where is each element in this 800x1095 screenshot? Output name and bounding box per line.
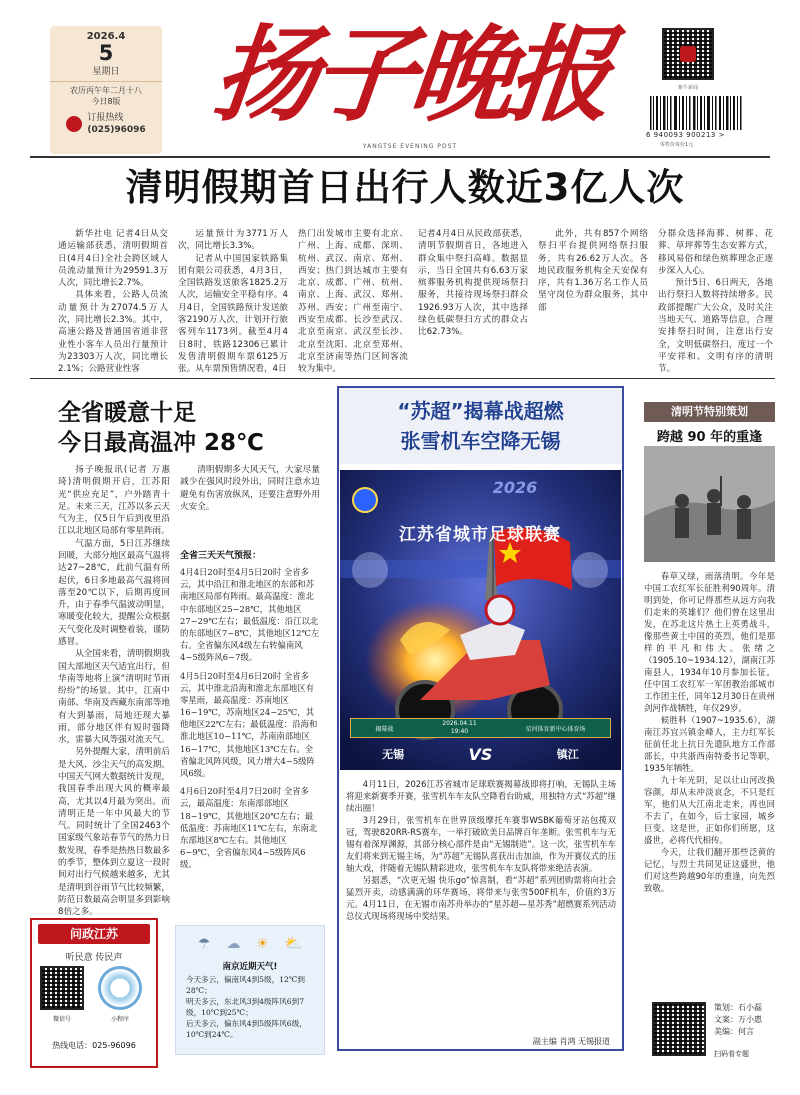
- special-para: 今天，让我们翻开那些泛黄的记忆，与烈士共同见证这盛世，他们对这些跨越90年的重逢，向先烈致敬。: [644, 847, 775, 894]
- lead-para: 新华社电 记者4日从交通运输部获悉，清明假期首日(4月4日)全社会跨区域人员流动量预计为29591.3万人次，同比增长2.7%。: [58, 229, 168, 289]
- suchao-para: 另据悉，“次更无锡 快乐go”惊喜制，看“苏超”系列团购票将向社会猛烈开卖，动感满满的环华赛场，将带来与张雪500F机车，价值约3万元。4月11日，在无锡市南苏舟举办的“星苏超—星苏秀”超燃赛系列活动总仪式现场将现场中奖结果。: [346, 875, 616, 922]
- top-qr-caption: 紫牛新闻: [677, 85, 698, 91]
- warm-column-2-top: [180, 464, 320, 542]
- lead-column-6: [658, 228, 773, 375]
- wenzheng-hotline: 热线电话：025-96096: [52, 1041, 136, 1050]
- hotline-block: [50, 112, 162, 136]
- sun-icon: ☀: [256, 936, 269, 952]
- barcode-icon: [648, 96, 748, 130]
- lead-column-1: [58, 228, 168, 375]
- lead-column-4: [418, 228, 528, 370]
- team-vs: VS: [468, 744, 493, 764]
- suchao-title-line-1: “苏超”揭幕战超燃: [397, 399, 564, 423]
- lead-column-2: [178, 228, 288, 375]
- warm-title-line-2: 今日最高温冲 28℃: [58, 430, 264, 456]
- special-para: 候胜科（1907~1935.6），湖南江苏宜兴镇金峰人，主力红军长征前任北上抗日先遣队地方工作部部长，中共浙西南特委书记等职，1935年牺牲。: [644, 715, 775, 774]
- barcode-sub: 零售价每份1元: [660, 142, 694, 148]
- cloud-sun-icon: ⛅: [284, 936, 303, 952]
- lead-para: 记者4月4日从民政部获悉，清明节假期首日，各地进入群众集中祭扫高峰。数据显示，当日全国共有6.63万家殡葬服务机构提供现场祭扫服务，共接待现场祭扫群众1926.93万人次，其中选择绿色低碳祭扫方式的群众占比62.73%。: [418, 229, 528, 338]
- lead-column-3: [298, 228, 408, 375]
- lead-para: 此外，共有857个网络祭扫平台提供网络祭扫服务，共有26.62万人次。各地民政服务机构全天安保有序，共有1.36万名工作人员坚守岗位为群众服务，其中部: [538, 229, 648, 313]
- team-away: 镇江: [556, 748, 579, 761]
- forecast-item: 4月5日20时至4月6日20时 全省多云，其中淮北沿海和淮北东部地区有零星雨，最高温度：苏南地区16~19℃，苏南地区24~25℃，其他地区22℃左右；最低温度：沿海和淮北地区10~11℃，苏南南部地区16~17℃，其他地区13℃左右。全省偏北风阵风级，风力增大4~5级阵风6级。: [180, 670, 318, 778]
- date-weekday: 星期日: [92, 67, 120, 77]
- weather-box-title: 南京近期天气!: [222, 962, 278, 972]
- section-divider: [30, 378, 775, 379]
- lead-column-5: [538, 228, 648, 370]
- date-box: [50, 26, 162, 154]
- special-body: [644, 570, 775, 1000]
- forecast-title: 全省三天天气预报：: [180, 551, 262, 561]
- weather-box-lines: [186, 974, 316, 1054]
- suchao-body: [346, 778, 616, 1034]
- credits-block: [714, 1002, 778, 1060]
- date-issue: 今日8版: [91, 97, 121, 106]
- match-date: 2026.04.11: [442, 720, 477, 727]
- warm-para: 另外提醒大家，清明前后是大风、沙尘天气的高发期。中国天气网大数据统计发现，我国春季出现大风的概率最高，尤其以4月最为突出。而清明正是一年中风最大的节气。同时统计了全国2463个国家级气象站春节气的热力日数发现，春季是热热日数最多的季节，整体到立夏这一段时间对出行气候越来越多，尤其是清明到谷雨节气比较频繁，防范日数最高会明显多到影响8倍之多。: [58, 747, 170, 918]
- credit-line: 策划：石小磊: [714, 1003, 762, 1012]
- cloud-icon: ☁: [226, 936, 241, 952]
- lead-para: 运量预计为3771万人次，同比增长3.3%。: [178, 229, 288, 252]
- suchao-title-line-2: 张雪机车空降无锡: [400, 429, 561, 453]
- hotline-logo-icon: [66, 116, 82, 132]
- poster-teams: [350, 742, 611, 766]
- hotline-number: (025)96096: [87, 125, 146, 135]
- weather-line: 今天多云，偏南风4到5级，12℃到28℃；: [186, 975, 305, 995]
- match-venue: 星河体育新中心体育场: [525, 725, 586, 733]
- weather-line: 后天多云，偏东风4到5级阵风6级，10℃到24℃。: [186, 1019, 307, 1039]
- wenzheng-qr2-label: 小程序: [110, 1016, 129, 1023]
- match-label: 揭幕战: [375, 725, 394, 733]
- special-para: 九十年光阴，足以让山河改换容颜，却从未冲淡哀念，不只是红军，他们从大江南北走来，再也回不去了，在如今，后士家园，城乡巨变。这是世，正如你们所愿，这盛世，必将代代相传。: [644, 775, 775, 846]
- forecast-item: 4月4日20时至4月5日20时 全省多云，其中沿江和淮北地区的东部和苏南地区局部有阵雨。最高温度：淮北中东部地区25~28℃，其他地区27~29℃左右；最低温度：沿江以北的东部地区7~8℃，其他地区12℃左右。全省偏东风4级左右转偏南风4~5级阵风6~7级。: [180, 567, 320, 663]
- date-lunar: 农历丙午年二月十八: [50, 81, 162, 96]
- credits-qr-caption: 扫码看专题: [714, 1050, 749, 1058]
- special-para: 春草又绿，雨落清明。今年是中国工农红军长征胜利90周年。清明到处，你可记得那些从远方向我们走来的英雄们？他们曾在这里出发，在苏北这片热土上英勇战斗，像那些黄土中国的英烈，他们是那样的平凡和伟大。张绪之（1905.10~1934.12），湖南江苏南县人，1934年10月参加长征，任中国工农红军一军团教治部城市工作团主任，同年12月30日在贵州剑河作战牺牲，年仅29岁。: [644, 571, 775, 714]
- wenzheng-wechat-qr-icon[interactable]: [40, 966, 84, 1010]
- date-day: 5: [98, 41, 114, 65]
- suchao-headline: [339, 388, 622, 464]
- forecast-list: [180, 566, 320, 906]
- date-year-month: 2026.4: [86, 31, 126, 42]
- special-title: 跨越 90 年的重逢: [656, 430, 763, 445]
- suchao-para: 4月11日，2026江苏省城市足球联赛揭幕战即将打响，无锡队主场将迎来新赛季开赛，张雪机车车友队空降看台助威，用独特方式“苏超”继续出圈！: [346, 779, 616, 814]
- weather-line: 明天多云，东北风3到4级阵风6到7级，10℃到25℃；: [186, 997, 305, 1017]
- suchao-poster: [340, 470, 621, 770]
- warm-para: 扬子晚报讯(记者 万惠琦)清明假期开启，江苏阳光“供应充足”，户外踏青十足。未来三天，江苏以多云天气为主，仅5日午后到夜里沿江以北地区局部有零星阵雨。: [58, 465, 170, 537]
- suchao-para: 3月29日，张雪机车在世界顶级摩托车赛事WSBK葡萄牙站包揽双冠，驾驶820RR-RS赛车，一举打破欧美日品牌百年垄断。张雪机车与无锡有着深厚渊源，其部分核心部件是由“无锡制造”。这一次，张雪机车车友们将来到无锡主场，为“苏超”无锡队喜获出击加油，作为开赛仪式的压轴大戏，伴随着无锡队精彩进攻，张雪机车车友队将带来绝活表演。: [346, 815, 616, 874]
- lead-para: 分群众选择海葬、树葬、花葬、草坪葬等生态安葬方式，移风易俗和绿色殡葬理念正逐步深入人心。: [658, 229, 773, 276]
- forecast-item: 4月6日20时至4月7日20时 全省多云，最高温度：东南部部地区18~19℃，其他地区20℃左右；最低温度：苏南地区11℃左右，东南北东部地区8℃左右。其他地区6~9℃，全省偏东风4~5级阵风6级。: [180, 786, 318, 870]
- poster-league-title: 江苏省城市足球联赛: [399, 525, 561, 545]
- lead-para: 记者从中国国家铁路集团有限公司获悉，4月3日，全国铁路发送旅客1825.2万人次，运输安全平稳有序。4月4日，全国铁路预计发送旅客2190万人次，计划开行旅客列车1173列。截至4月4日8时，铁路12306已累计发售清明假期车票6125万张。从车票预售情况看，4日: [178, 253, 288, 375]
- wenzheng-miniprogram-code-icon[interactable]: [98, 966, 142, 1010]
- lead-para: 热门出发城市主要有北京、广州、上海、成都、深圳、杭州、武汉、南京、郑州、西安；热门到达城市主要有北京、成都、广州、杭州、南京、上海、武汉、郑州、苏州、西安；广州至南宁、西安至成都、长沙至武汉、北京至南京、武汉至长沙、北京至沈阳、北京至郑州、北京至济南等热门区间客流较为集中。: [298, 229, 408, 375]
- credits-qr-code-icon[interactable]: [652, 1002, 706, 1056]
- poster-year: 2026: [492, 478, 538, 497]
- lead-para: 预计5日、6日两天，各地出行祭扫人数将持续增多。民政部提醒广大公众，及时关注当地天气、道路等信息，合理安排祭扫时间，注意出行安全，文明低碳祭扫，度过一个平安祥和、文明有序的清明节。: [658, 278, 773, 375]
- barcode-number: 6 940093 900213 >: [646, 131, 725, 139]
- match-time: 19:40: [450, 728, 469, 735]
- special-header: 清明节特别策划: [644, 402, 775, 422]
- main-headline: 清明假期首日出行人数近3亿人次: [125, 166, 685, 209]
- masthead-divider: [30, 156, 770, 158]
- warm-article-title: [58, 398, 288, 458]
- masthead-title: 扬子晚报: [207, 13, 613, 136]
- warm-para: 气温方面，5日江苏继续回暖，大部分地区最高气温将达27~28℃，此前气温有所起伏，6日多地最高气温将回落至20℃以下，后期再度回升，由于春季气温波动明显，寒暖变化较大，提醒公众根据天气变化及时调整着装，谨防感冒。: [58, 538, 170, 647]
- warm-title-line-1: 全省暖意十足: [58, 400, 196, 426]
- warm-para: 从全国来看，清明假期我国大部地区天气适宜出行，但华南等地将上演“清明时节雨纷纷”的场景。其中，江南中南部、华南及西藏东南部等地有大到暴雨，局地还现大暴雨，部分地区伴有短时强降水，雷暴大风等强对流天气。: [58, 649, 170, 746]
- warm-para: 清明假期多大风天气，大家尽量减少在强风时段外出，同时注意水边避免有伤害放纵风，还要注意野外用火安全。: [180, 465, 320, 512]
- masthead-english: YANGTSE EVENING POST: [362, 143, 458, 150]
- wenzheng-header: 问政江苏: [38, 924, 150, 944]
- credit-line: 文案：万小惠: [714, 1015, 762, 1024]
- soldiers-photo: [644, 446, 775, 562]
- wenzheng-slogan: 听民意 传民声: [65, 953, 123, 963]
- team-home: 无锡: [382, 748, 405, 761]
- warm-column-1: [58, 464, 170, 918]
- weather-icons: [190, 932, 310, 956]
- soldiers-illustration: [644, 446, 775, 562]
- suchao-byline: 副主编 肖鸿 无锡报道: [532, 1037, 610, 1046]
- poster-match-bar: [350, 718, 611, 738]
- wenzheng-qr1-label: 微信号: [52, 1016, 71, 1023]
- umbrella-icon: ☂: [197, 936, 211, 952]
- hotline-label: 订报热线: [87, 113, 124, 123]
- match-datetime: [442, 720, 476, 736]
- credit-line: 美编：何言: [714, 1027, 754, 1036]
- top-qr-code-icon[interactable]: [662, 28, 714, 80]
- lead-para: 具体来看，公路人员流动量预计为27074.5万人次，同比增长2.3%。其中，高速公路及普通国省道非营业性小客车人员出行量预计为23303万人次，同比增长2.1%；公路营业性客: [58, 290, 168, 375]
